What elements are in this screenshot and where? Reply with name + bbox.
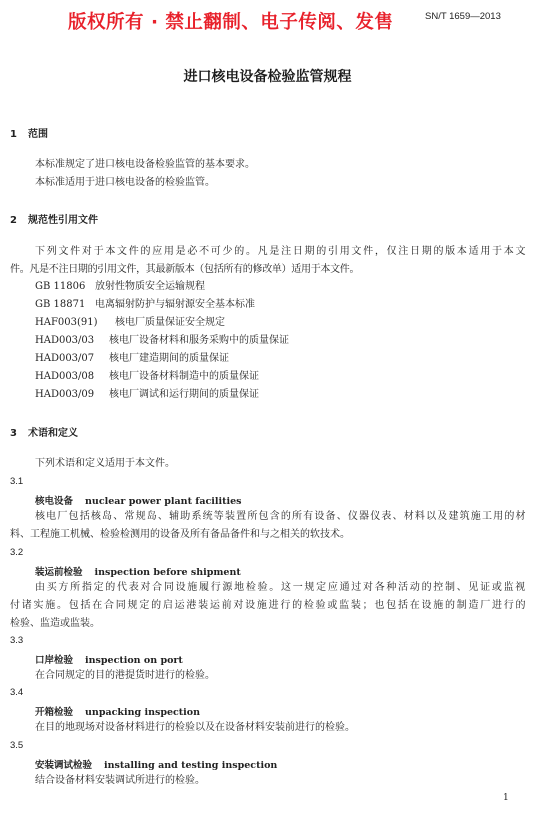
term-heading xyxy=(35,757,277,771)
reference-title: 核电厂设备材料和服务采购中的质量保证 xyxy=(109,335,289,346)
reference-item xyxy=(35,335,289,347)
reference-item xyxy=(35,389,259,401)
section-3-number: 3 xyxy=(10,428,17,439)
term-heading xyxy=(35,652,183,666)
reference-title: 核电厂质量保证安全规定 xyxy=(115,317,225,328)
section-1-number: 1 xyxy=(10,129,17,140)
clause-number: 3.2 xyxy=(10,547,24,558)
term-chinese: 核电设备 xyxy=(35,496,74,507)
section-1-title: 范围 xyxy=(28,129,48,140)
term-english: unpacking inspection xyxy=(85,707,201,718)
term-english: inspection on port xyxy=(85,655,183,666)
clause-number: 3.1 xyxy=(10,476,24,487)
reference-title: 核电厂建造期间的质量保证 xyxy=(109,353,229,364)
reference-code: GB 11806 xyxy=(35,281,86,292)
term-english: installing and testing inspection xyxy=(104,760,278,771)
definition-line: 在合同规定的目的港提货时进行的检验。 xyxy=(35,670,215,681)
reference-item xyxy=(35,299,255,311)
references-intro-line-1: 下列文件对于本文件的应用是必不可少的。凡是注日期的引用文件，仅注日期的版本适用于本文 xyxy=(35,246,525,257)
reference-item xyxy=(35,281,205,293)
section-3-title: 术语和定义 xyxy=(28,428,78,439)
section-2-heading xyxy=(10,211,98,226)
reference-item xyxy=(35,317,225,329)
term-heading xyxy=(35,493,242,507)
term-english: inspection before shipment xyxy=(94,567,241,578)
clause-number: 3.3 xyxy=(10,635,24,646)
section-3-heading xyxy=(10,424,78,439)
reference-title: 放射性物质安全运输规程 xyxy=(95,281,205,292)
section-1-heading xyxy=(10,125,48,140)
reference-code: GB 18871 xyxy=(35,299,86,310)
term-english: nuclear power plant facilities xyxy=(85,496,242,507)
reference-code: HAD003/09 xyxy=(35,389,95,400)
references-intro-line-2: 件。凡是不注日期的引用文件，其最新版本（包括所有的修改单）适用于本文件。 xyxy=(10,264,360,275)
term-heading xyxy=(35,704,200,718)
reference-code: HAD003/03 xyxy=(35,335,95,346)
section-2-title: 规范性引用文件 xyxy=(28,215,98,226)
page-number: 1 xyxy=(503,793,509,803)
clause-number: 3.5 xyxy=(10,740,24,751)
definition-line: 核电厂包括核岛、常规岛、辅助系统等装置所包含的所有设备、仪器仪表、材料以及建筑施工用的材 xyxy=(35,511,525,522)
reference-title: 核电厂调试和运行期间的质量保证 xyxy=(109,389,259,400)
clause-number: 3.4 xyxy=(10,687,24,698)
definition-line: 由买方所指定的代表对合同设施履行源地检验。这一规定应通过对各种活动的控制、见证或监视 xyxy=(35,582,525,593)
reference-code: HAD003/07 xyxy=(35,353,95,364)
section-2-number: 2 xyxy=(10,215,17,226)
scope-paragraph-2: 本标准适用于进口核电设备的检验监管。 xyxy=(35,177,215,188)
standard-code: SN/T 1659—2013 xyxy=(425,11,501,22)
definition-line: 结合设备材料安装调试所进行的检验。 xyxy=(35,775,205,786)
reference-code: HAF003(91) xyxy=(35,317,98,328)
scope-paragraph-1: 本标准规定了进口核电设备检验监管的基本要求。 xyxy=(35,159,255,170)
term-chinese: 安装调试检验 xyxy=(35,760,93,771)
definition-line: 在目的地现场对设备材料进行的检验以及在设备材料安装前进行的检验。 xyxy=(35,722,355,733)
reference-code: HAD003/08 xyxy=(35,371,95,382)
reference-item xyxy=(35,353,229,365)
definition-line: 付诸实施。包括在合同规定的启运港装运前对设施进行的检验或监装；也包括在设施的制造厂进行的 xyxy=(10,600,525,611)
definition-line: 料、工程施工机械、检验检测用的设备及所有备品备件和与之相关的软技术。 xyxy=(10,529,350,540)
copyright-watermark: 版权所有 · 禁止翻制、电子传阅、发售 xyxy=(68,12,394,33)
definition-line: 检验、监造或监装。 xyxy=(10,618,100,629)
reference-title: 核电厂设备材料制造中的质量保证 xyxy=(109,371,259,382)
document-title: 进口核电设备检验监管规程 xyxy=(183,69,352,85)
terms-intro: 下列术语和定义适用于本文件。 xyxy=(35,458,175,469)
term-chinese: 开箱检验 xyxy=(35,707,74,718)
term-heading xyxy=(35,564,241,578)
reference-title: 电离辐射防护与辐射源安全基本标准 xyxy=(95,299,255,310)
reference-item xyxy=(35,371,259,383)
term-chinese: 装运前检验 xyxy=(35,567,83,578)
term-chinese: 口岸检验 xyxy=(35,655,74,666)
